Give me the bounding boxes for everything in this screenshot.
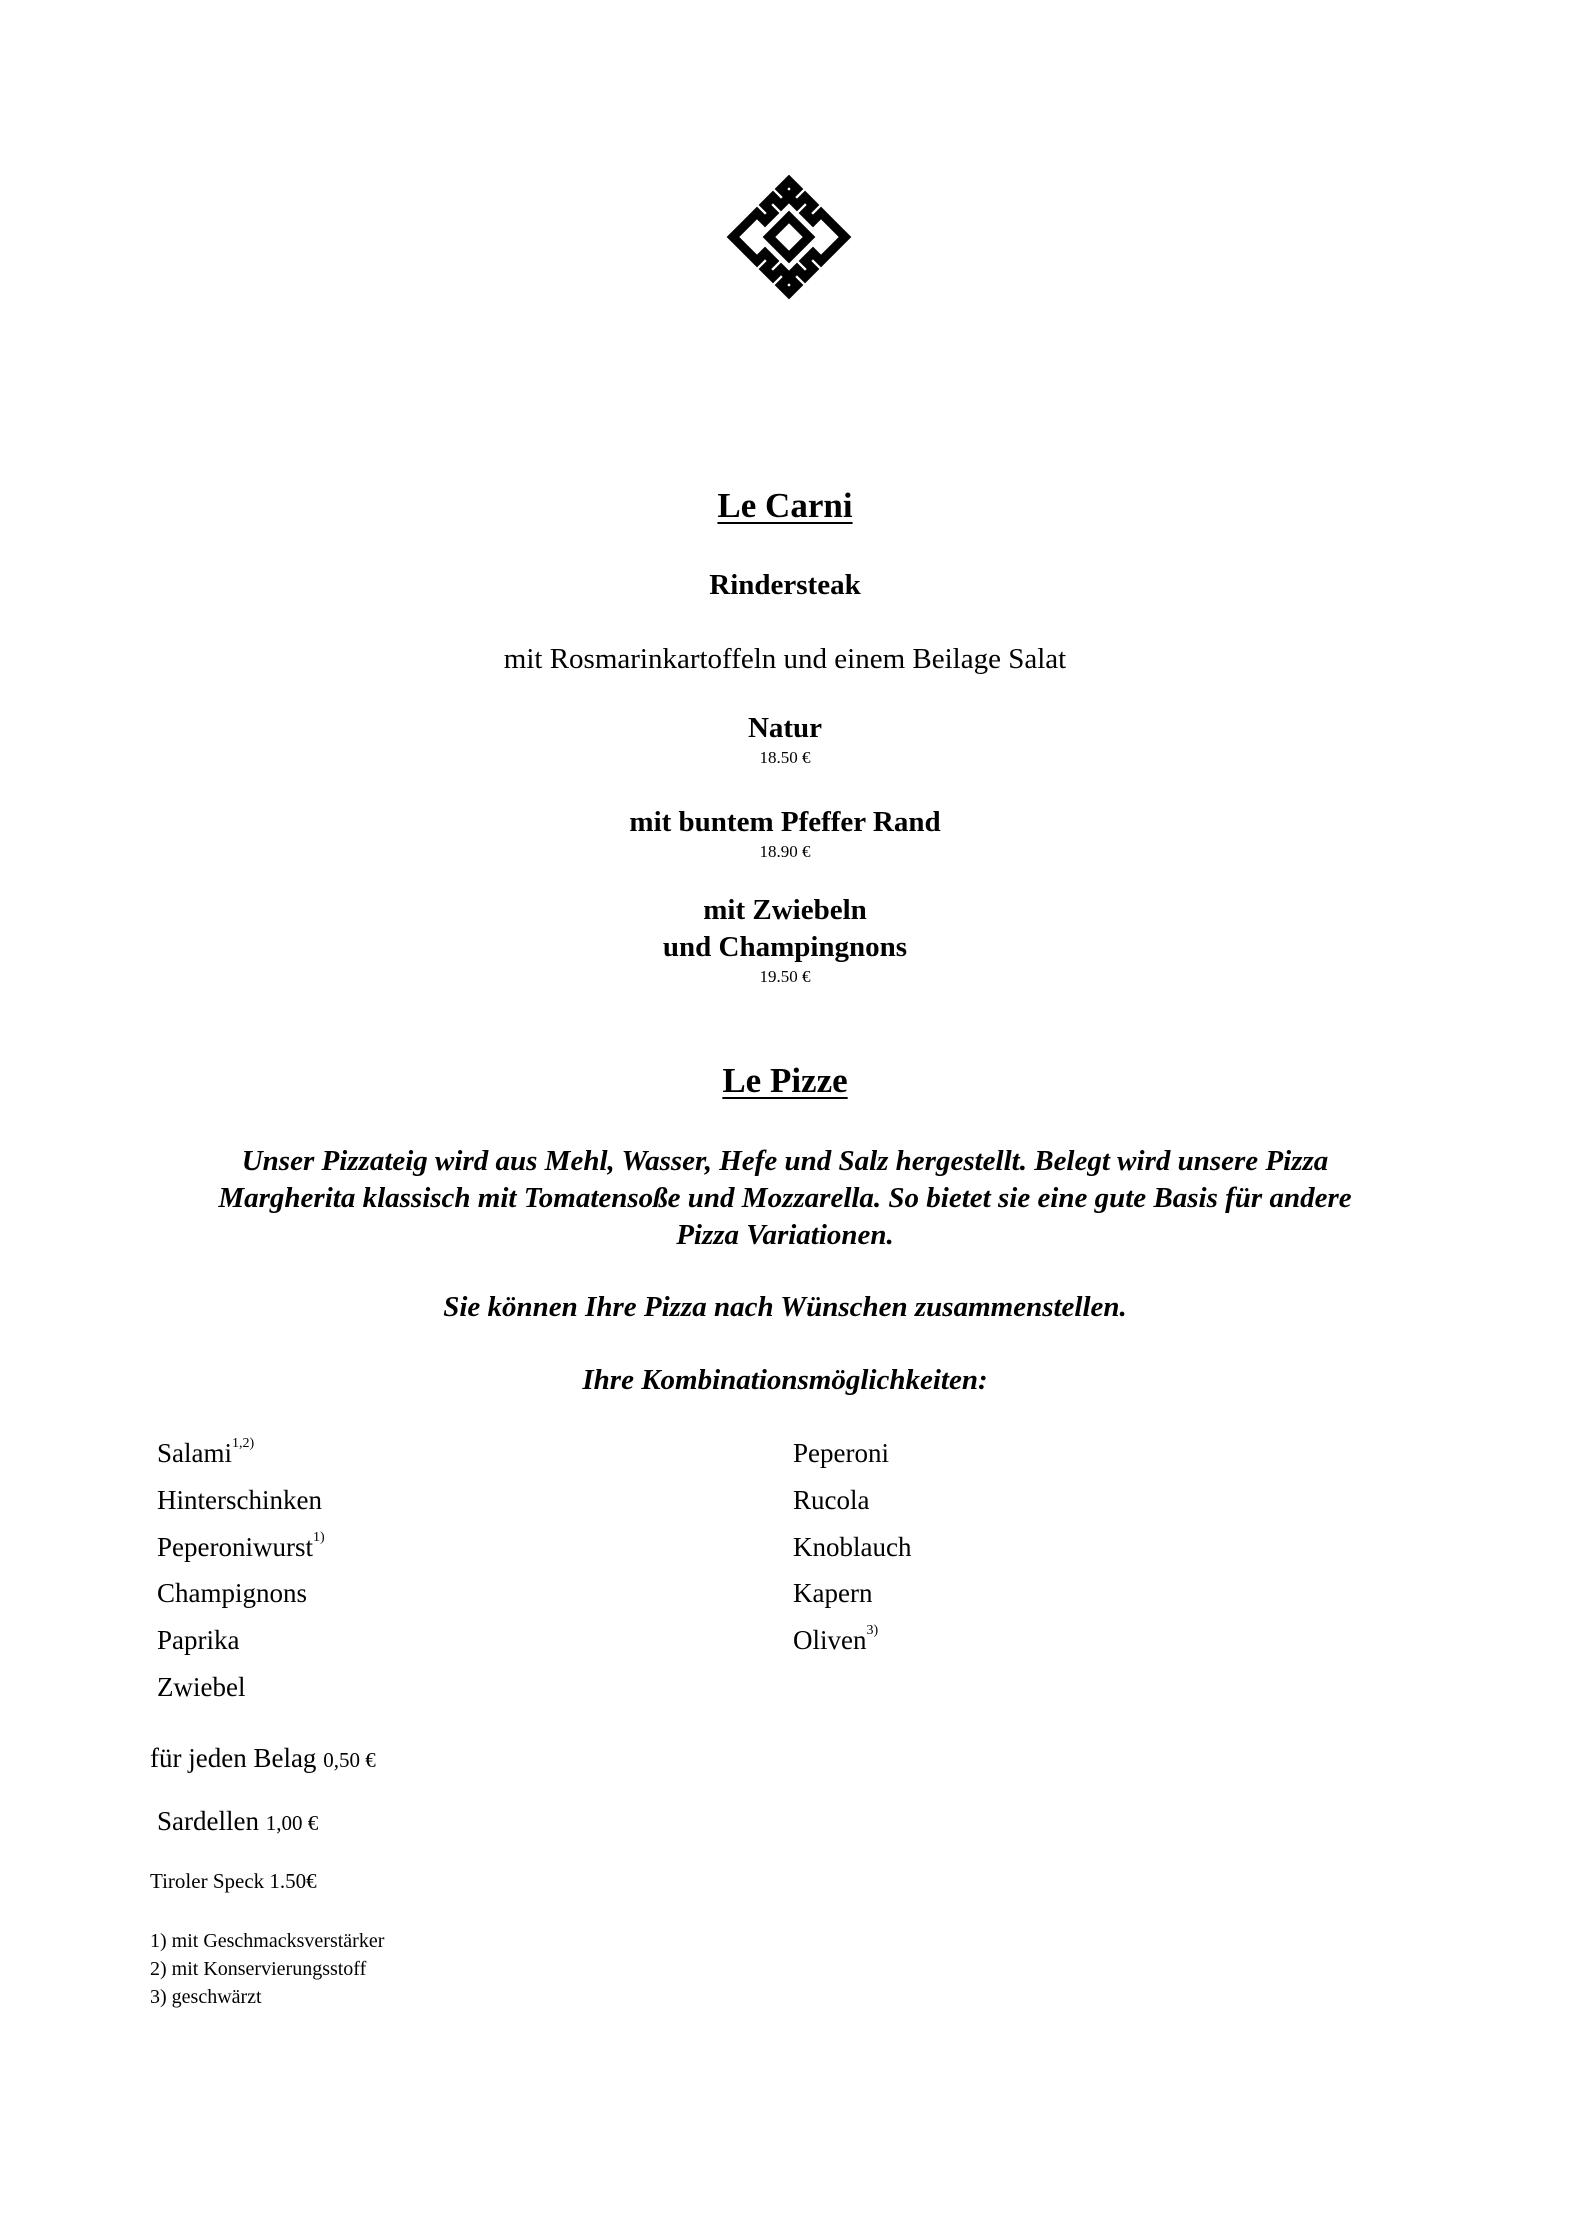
intro-line: Margherita klassisch mit Tomatensoße und Mozzarella. So bietet sie eine gute Basis für andere [218, 1182, 1352, 1214]
topping-name: Champignons [157, 1578, 308, 1608]
sardellen-price: 1,00 € [265, 1811, 319, 1835]
footnote: 1) mit Geschmacksverstärker [150, 1930, 385, 1952]
topping-name: Hinterschinken [157, 1485, 322, 1515]
topping-item [157, 1485, 322, 1516]
dish-name: Rindersteak [709, 569, 861, 601]
section-title-carni: Le Carni [717, 486, 853, 525]
topping-footnote-ref: 1) [312, 1530, 325, 1545]
topping-item [157, 1438, 254, 1469]
intro-line: Unser Pizzateig wird aus Mehl, Wasser, Hefe und Salz hergestellt. Belegt wird unsere Pizza [241, 1145, 1329, 1177]
each-topping-label: für jeden Belag [150, 1743, 317, 1773]
footnote: 3) geschwärzt [150, 1986, 262, 2008]
combinations-heading: Ihre Kombinationsmöglichkeiten: [582, 1364, 988, 1396]
topping-name: Salami [157, 1438, 232, 1468]
menu-option [0, 892, 1570, 988]
topping-name: Rucola [793, 1485, 870, 1515]
topping-name: Knoblauch [793, 1532, 912, 1562]
topping-footnote-ref: 3) [866, 1623, 879, 1638]
speck-price-line: Tiroler Speck 1.50€ [150, 1869, 317, 1893]
topping-item [793, 1485, 869, 1516]
topping-item [793, 1438, 889, 1469]
menu-option [0, 804, 1570, 863]
footnote: 2) mit Konservierungsstoff [150, 1958, 367, 1980]
topping-name: Oliven [793, 1625, 867, 1655]
dish-description: mit Rosmarinkartoffeln und einem Beilage Salat [503, 643, 1067, 675]
option-name: mit Zwiebeln [703, 894, 867, 926]
intro-line: Pizza Variationen. [676, 1219, 894, 1251]
option-name: Natur [747, 712, 823, 744]
option-price: 18.90 € [759, 842, 811, 861]
topping-item [793, 1578, 872, 1609]
option-name: und Champingnons [662, 931, 908, 963]
sardellen-label: Sardellen [157, 1806, 259, 1836]
topping-name: Zwiebel [157, 1672, 246, 1702]
topping-name: Peperoniwurst [157, 1532, 313, 1562]
topping-name: Kapern [793, 1578, 873, 1608]
topping-item [793, 1625, 878, 1656]
menu-option [0, 710, 1570, 769]
option-name: mit buntem Pfeffer Rand [629, 806, 941, 838]
topping-item [157, 1625, 239, 1656]
topping-name: Peperoni [793, 1438, 889, 1468]
custom-note: Sie können Ihre Pizza nach Wünschen zusammenstellen. [443, 1291, 1127, 1323]
sardellen-price-line [157, 1806, 318, 1837]
each-topping-price-line [150, 1743, 376, 1774]
section-title-pizze: Le Pizze [722, 1061, 848, 1100]
topping-item [793, 1532, 911, 1563]
topping-item [157, 1672, 245, 1703]
topping-name: Paprika [157, 1625, 240, 1655]
option-price: 18.50 € [759, 748, 811, 767]
topping-item [157, 1578, 307, 1609]
option-price: 19.50 € [759, 967, 811, 986]
pizza-intro [0, 1143, 1570, 1254]
ornament-diamond-icon [725, 175, 853, 300]
topping-footnote-ref: 1,2) [232, 1436, 255, 1451]
each-topping-price: 0,50 € [323, 1748, 376, 1772]
topping-item [157, 1532, 325, 1563]
